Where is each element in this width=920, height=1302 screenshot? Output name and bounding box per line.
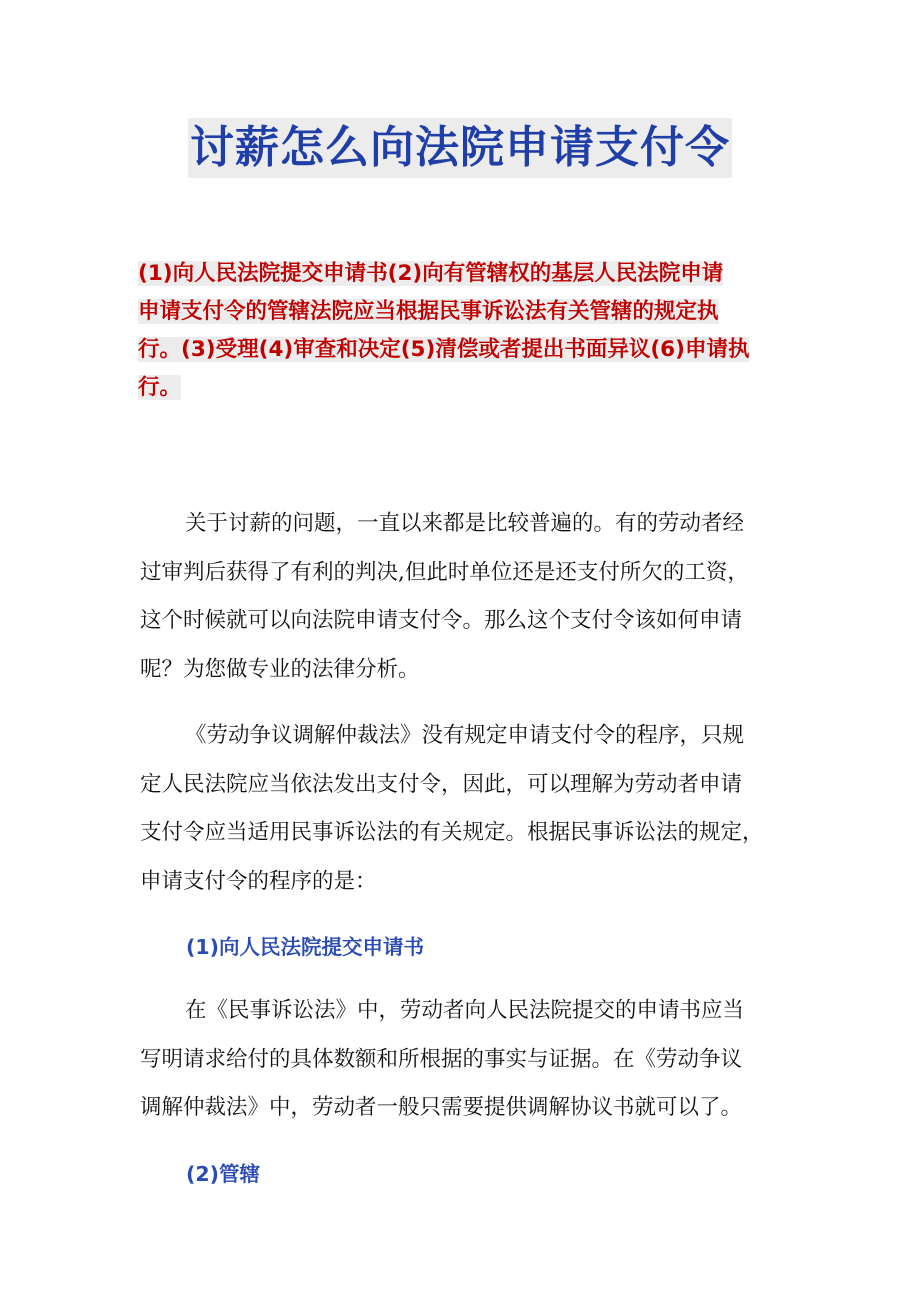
paragraph-line: 呢？为您做专业的法律分析。 [140,656,420,682]
paragraph-line: 支付令应当适用民事诉讼法的有关规定。根据民事诉讼法的规定， [140,820,764,845]
paragraph-line: 申请支付令的程序的是： [140,868,377,894]
summary-block [138,255,786,407]
paragraph-line: 这个时候就可以向法院申请支付令。那么这个支付令该如何申请 [140,608,743,633]
paragraph-line: 《劳动争议调解仲裁法》没有规定申请支付令的程序，只规 [185,723,745,748]
document-title: 讨薪怎么向法院申请支付令 [188,118,732,178]
paragraph-line: 在《民事诉讼法》中，劳动者向人民法院提交的申请书应当 [185,998,745,1023]
summary-line: 申请支付令的管辖法院应当根据民事诉讼法有关管辖的规定执 [138,299,719,324]
paragraph-line: 写明请求给付的具体数额和所根据的事实与证据。在《劳动争议 [140,1046,743,1072]
summary-line: 行。(3)受理(4)审查和决定(5)清偿或者提出书面异议(6)申请执 [138,337,750,362]
section-heading-1: (1)向人民法院提交申请书 [186,935,425,959]
paragraph-line: 调解仲裁法》中，劳动者一般只需要提供调解协议书就可以了。 [140,1095,743,1120]
title-wrapper [0,118,920,178]
paragraph-line: 关于讨薪的问题，一直以来都是比较普遍的。有的劳动者经 [185,511,745,536]
summary-line: 行。 [138,375,182,400]
paragraph-line: 定人民法院应当依法发出支付令，因此，可以理解为劳动者申请 [140,771,743,797]
paragraph-application [140,987,788,1133]
paragraph-line: 过审判后获得了有利的判决,但此时单位还是还支付所欠的工资， [140,559,749,585]
paragraph-intro [140,500,788,694]
summary-line: (1)向人民法院提交申请书(2)向有管辖权的基层人民法院申请 [138,261,724,286]
paragraph-law [140,712,788,906]
section-heading-2: (2)管辖 [186,1162,261,1186]
